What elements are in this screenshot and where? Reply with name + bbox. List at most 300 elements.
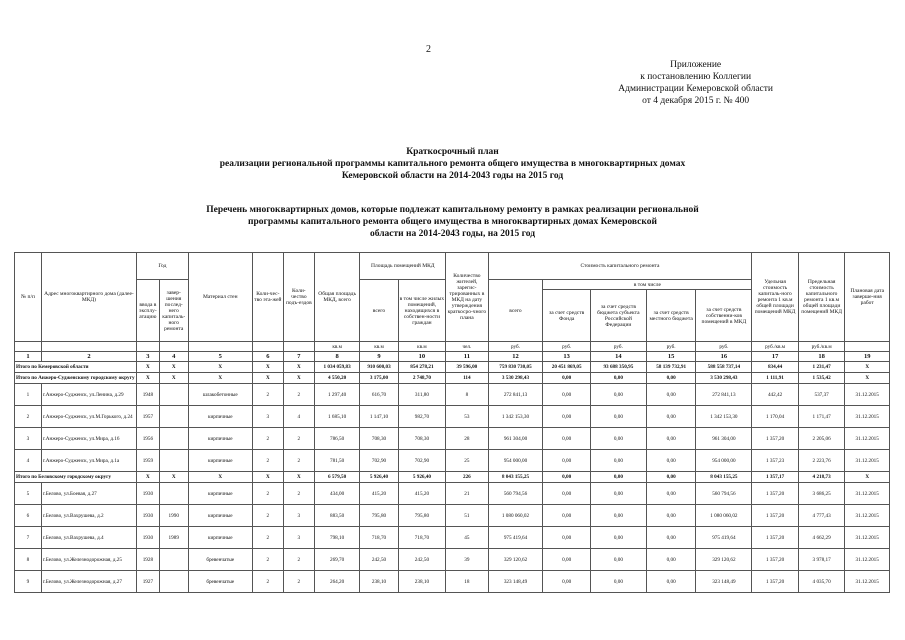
appendix-block (618, 59, 773, 107)
table-cell: 0,00 (646, 483, 696, 505)
address-cell: г.Белово, ул.Боевая, д.27 (41, 483, 136, 505)
table-cell (159, 384, 188, 406)
table-cell: 1957 (137, 406, 160, 428)
table-cell: 6 (15, 505, 42, 527)
address-cell: г.Белово, ул.Вахрушева, д.2 (41, 505, 136, 527)
table-cell: 28 (446, 428, 488, 450)
table-cell: 2 (283, 428, 314, 450)
table-cell: 242,50 (360, 549, 398, 571)
table-cell: 718,70 (398, 527, 446, 549)
table-cell: 537,37 (798, 384, 845, 406)
table-cell: 4 550,20 (314, 373, 360, 384)
table-cell: 0,00 (543, 527, 591, 549)
unit-cell: кв.м (360, 342, 398, 352)
table-cell: 31.12.2015 (845, 428, 890, 450)
table-cell: 0,00 (590, 450, 646, 472)
address-cell: г.Анжеро-Судженск, ул.Мира, д.16 (41, 428, 136, 450)
table-cell: 1 170,04 (752, 406, 799, 428)
table-cell: 3 978,17 (798, 549, 845, 571)
table-cell: 31.12.2015 (845, 549, 890, 571)
column-number-cell: 11 (446, 352, 488, 362)
table-cell: 1928 (137, 549, 160, 571)
table-cell: 415,20 (360, 483, 398, 505)
table-cell: кирпичные (188, 505, 252, 527)
header-residents: Количество жителей, зарегис-трированных в МКД на дату утверждения краткосро-чного плана (446, 253, 488, 342)
table-cell: 2 (252, 428, 283, 450)
table-cell: 2 (252, 384, 283, 406)
table-cell: 616,70 (360, 384, 398, 406)
table-row (15, 406, 890, 428)
table-cell: X (137, 472, 160, 483)
table-cell: 1 357,20 (752, 527, 799, 549)
unit-cell (188, 342, 252, 352)
table-cell: 1 357,17 (752, 472, 799, 483)
table-cell: 1 080 060,02 (488, 505, 543, 527)
table-cell: 0,00 (646, 406, 696, 428)
table-cell: 93 688 350,95 (590, 362, 646, 373)
subtitle-line: Перечень многоквартирных домов, которые подлежат капитальному ремонту в рамках реализации региональной (206, 205, 699, 215)
table-cell: 39 (446, 549, 488, 571)
table-cell: X (188, 472, 252, 483)
table-cell: 242,50 (398, 549, 446, 571)
appendix-line: Приложение (670, 60, 722, 70)
table-cell: 4 (283, 406, 314, 428)
table-cell: 58 139 732,91 (646, 362, 696, 373)
table-cell: 834,44 (752, 362, 799, 373)
table-cell: 39 596,00 (446, 362, 488, 373)
header-cost: Стоимость капитального ремонта (488, 253, 752, 280)
table-cell: кирпичные (188, 483, 252, 505)
table-cell: 0,00 (543, 483, 591, 505)
unit-cell (41, 342, 136, 352)
table-cell: 311,80 (398, 384, 446, 406)
header-max-cost: Предельная стоимость капитального ремонта 1 кв.м общей площади помещений МКД (798, 253, 845, 342)
table-row (15, 483, 890, 505)
table-cell: 708,30 (398, 428, 446, 450)
table-cell: 1930 (137, 527, 160, 549)
table-cell: 2 (283, 483, 314, 505)
table-cell: 238,10 (360, 571, 398, 593)
table-row (15, 549, 890, 571)
table-cell: 795,80 (360, 505, 398, 527)
table-cell: 0,00 (590, 406, 646, 428)
column-number-cell: 19 (845, 352, 890, 362)
table-cell: 910 600,03 (360, 362, 398, 373)
table-cell: 0,00 (646, 549, 696, 571)
table-cell: 0,00 (646, 373, 696, 384)
column-number-cell: 9 (360, 352, 398, 362)
column-number-cell: 15 (646, 352, 696, 362)
table-cell: 272 841,13 (696, 384, 752, 406)
table-cell: 1989 (159, 527, 188, 549)
table-cell: 114 (446, 373, 488, 384)
table-cell: 8 (15, 549, 42, 571)
title-line: Краткосрочный план (406, 147, 499, 157)
table-cell: 0,00 (543, 472, 591, 483)
table-cell: 883,50 (314, 505, 360, 527)
table-cell: X (188, 362, 252, 373)
table-row (15, 428, 890, 450)
table-cell: 954 000,00 (696, 450, 752, 472)
header-local: за счет средств местного бюджета (646, 290, 696, 342)
table-cell: 1956 (137, 428, 160, 450)
title-line: Кемеровской области на 2014-2043 годы на 2015 год (341, 171, 564, 181)
table-cell: кирпичные (188, 527, 252, 549)
table-cell: 329 120,62 (488, 549, 543, 571)
table-cell: 238,10 (398, 571, 446, 593)
table-cell: 0,00 (543, 450, 591, 472)
address-cell: г.Белово, ул.Железнодорожная, д.27 (41, 571, 136, 593)
table-cell: 3 (252, 406, 283, 428)
table-cell: 1 685,10 (314, 406, 360, 428)
table-cell: 1 171,47 (798, 406, 845, 428)
column-number-cell: 6 (252, 352, 283, 362)
table-cell: 0,00 (543, 373, 591, 384)
table-cell (159, 549, 188, 571)
unit-cell: руб. (543, 342, 591, 352)
table-cell: шлакобетонные (188, 384, 252, 406)
table-cell: 31.12.2015 (845, 571, 890, 593)
table-cell: 560 794,56 (696, 483, 752, 505)
unit-cell: руб. (590, 342, 646, 352)
table-cell: 0,00 (543, 384, 591, 406)
table-cell (159, 571, 188, 593)
unit-cell: кв.м (314, 342, 360, 352)
table-cell: 588 558 737,14 (696, 362, 752, 373)
header-cost-total: всего (488, 280, 543, 342)
table-cell: 560 794,56 (488, 483, 543, 505)
table-cell: 0,00 (543, 549, 591, 571)
subtotal-row (15, 373, 890, 384)
unit-cell (283, 342, 314, 352)
header-premises-all: всего (360, 280, 398, 342)
table-cell (159, 450, 188, 472)
column-number-cell: 7 (283, 352, 314, 362)
subtitle-line: программы капитального ремонта общего имущества в многоквартирных домах Кемеровской (248, 217, 657, 227)
table-cell: 2 (252, 450, 283, 472)
unit-cell (137, 342, 160, 352)
table-cell: 1930 (137, 483, 160, 505)
unit-cell: чел. (446, 342, 488, 352)
table-cell (159, 406, 188, 428)
table-cell: 2 205,06 (798, 428, 845, 450)
header-wall: Материал стен (188, 253, 252, 342)
table-cell: 2 223,76 (798, 450, 845, 472)
table-cell: 961 304,00 (696, 428, 752, 450)
table-cell: 2 (252, 527, 283, 549)
table-cell: 0,00 (590, 549, 646, 571)
column-number-cell: 2 (41, 352, 136, 362)
table-cell: 1 111,91 (752, 373, 799, 384)
table-cell: 798,10 (314, 527, 360, 549)
header-premises-residential: в том числе жилых помещений, находящихся в собствен-ности граждан (398, 280, 446, 342)
table-row (15, 450, 890, 472)
subtotal-label: Итого по Кемеровской области (15, 362, 137, 373)
table-cell: X (845, 373, 890, 384)
table-cell: 3 (283, 527, 314, 549)
unit-cell: руб. (646, 342, 696, 352)
address-cell: г.Белово, ул.Железнодорожная, д.25 (41, 549, 136, 571)
table-row (15, 571, 890, 593)
table-row (15, 505, 890, 527)
column-number-cell: 4 (159, 352, 188, 362)
table-cell: 1 357,20 (752, 549, 799, 571)
table-cell: 2 (252, 505, 283, 527)
header-unit-cost: Удельная стоимость капиталь-ного ремонта 1 кв.м общей площади помещений МКД (752, 253, 799, 342)
header-year-last-repair: завер-шения послед-него капиталь-ного ремонта (159, 280, 188, 342)
table-cell: 3 (283, 505, 314, 527)
table-cell: X (188, 373, 252, 384)
unit-cell (159, 342, 188, 352)
table-cell: 1 357,20 (752, 483, 799, 505)
table-cell: 45 (446, 527, 488, 549)
table-cell: 434,00 (314, 483, 360, 505)
subtitle-line: области на 2014-2043 годы, на 2015 год (369, 229, 536, 239)
table-cell: 51 (446, 505, 488, 527)
column-number-cell: 1 (15, 352, 42, 362)
table-cell: 53 (446, 406, 488, 428)
table-cell: 0,00 (646, 527, 696, 549)
table-cell: 31.12.2015 (845, 505, 890, 527)
table-cell: 781,50 (314, 450, 360, 472)
header-total-area: Общая площадь МКД, всего (314, 253, 360, 342)
appendix-line: от 4 декабря 2015 г. № 400 (642, 96, 750, 106)
table-cell: X (159, 472, 188, 483)
column-number-cell: 16 (696, 352, 752, 362)
column-number-cell: 18 (798, 352, 845, 362)
appendix-line: к постановлению Коллегии (640, 72, 752, 82)
header-year-commission: ввода в эксплу-атацию (137, 280, 160, 342)
page-number: 2 (426, 44, 431, 55)
header-planned-date: Плановая дата заверше-ния работ (845, 253, 890, 342)
table-cell: 759 830 730,05 (488, 362, 543, 373)
table-cell: бревенчатые (188, 571, 252, 593)
address-cell: г.Анжеро-Судженск, ул.Мира, д.1а (41, 450, 136, 472)
table-cell: 0,00 (590, 505, 646, 527)
table-row (15, 384, 890, 406)
table-cell: 4 035,70 (798, 571, 845, 593)
header-owners: за счет средств собственни-ков помещений в МКД (696, 290, 752, 342)
table-cell: 323 148,49 (696, 571, 752, 593)
table-cell: 25 (446, 450, 488, 472)
document-title (0, 146, 905, 182)
unit-cell (15, 342, 42, 352)
table-cell: 2 (283, 549, 314, 571)
table-cell: 3 530 298,43 (488, 373, 543, 384)
column-number-cell: 10 (398, 352, 446, 362)
table-cell: 0,00 (543, 505, 591, 527)
table-cell: 2 (15, 406, 42, 428)
table-cell: 7 (15, 527, 42, 549)
title-line: реализации региональной программы капитального ремонта общего имущества в многоквартирных домах (219, 159, 686, 169)
table-cell: 5 926,40 (360, 472, 398, 483)
table-cell: 329 120,62 (696, 549, 752, 571)
table-cell: 31.12.2015 (845, 450, 890, 472)
table-cell: X (283, 373, 314, 384)
column-number-cell: 17 (752, 352, 799, 362)
column-number-cell: 13 (543, 352, 591, 362)
table-cell: X (845, 362, 890, 373)
table-cell: 9 (15, 571, 42, 593)
column-number-cell: 8 (314, 352, 360, 362)
table-cell: 1 535,42 (798, 373, 845, 384)
document-subtitle (0, 204, 905, 240)
table-cell: 3 (15, 428, 42, 450)
table-cell: 1 357,20 (752, 428, 799, 450)
table-cell: 2 (283, 571, 314, 593)
table-cell: 8 043 155,25 (696, 472, 752, 483)
table-cell: 3 175,00 (360, 373, 398, 384)
table-cell: 982,70 (398, 406, 446, 428)
table-cell: 3 530 298,43 (696, 373, 752, 384)
table-cell: 4 777,43 (798, 505, 845, 527)
table-cell: 20 451 869,05 (543, 362, 591, 373)
table-cell: 0,00 (543, 428, 591, 450)
table-cell (159, 428, 188, 450)
table-cell: 4 662,29 (798, 527, 845, 549)
table-cell: 31.12.2015 (845, 483, 890, 505)
table-cell: 264,20 (314, 571, 360, 593)
table-cell: кирпичные (188, 428, 252, 450)
unit-cell: кв.м (398, 342, 446, 352)
houses-table (14, 252, 890, 593)
column-numbers-row (15, 352, 890, 362)
table-cell: 21 (446, 483, 488, 505)
unit-cell (252, 342, 283, 352)
table-cell: 1 231,47 (798, 362, 845, 373)
table-cell: 0,00 (646, 472, 696, 483)
table-cell: 1959 (137, 450, 160, 472)
table-cell: 0,00 (543, 571, 591, 593)
header-no: № п/п (15, 253, 42, 342)
header-entrances: Коли-чество подъ-ездов (283, 253, 314, 342)
table-cell: 975 419,64 (488, 527, 543, 549)
table-cell: X (159, 373, 188, 384)
table-cell: 31.12.2015 (845, 384, 890, 406)
table-cell: 0,00 (590, 527, 646, 549)
table-cell: 18 (446, 571, 488, 593)
table-cell: 1 080 060,02 (696, 505, 752, 527)
column-number-cell: 5 (188, 352, 252, 362)
table-cell: X (252, 373, 283, 384)
header-floors: Коли-чес-тво эта-жей (252, 253, 283, 342)
table-cell: 2 (252, 483, 283, 505)
column-number-cell: 3 (137, 352, 160, 362)
table-cell: 702,90 (360, 450, 398, 472)
table-cell: X (845, 472, 890, 483)
header-year: Год (137, 253, 189, 280)
address-cell: г.Белово, ул.Вахрушева, д.4 (41, 527, 136, 549)
table-cell: 975 419,64 (696, 527, 752, 549)
header-fund: за счет средств Фонда (543, 290, 591, 342)
table-cell: 1 034 059,83 (314, 362, 360, 373)
column-number-cell: 12 (488, 352, 543, 362)
header-incl: в том числе (543, 280, 752, 290)
table-cell: X (252, 362, 283, 373)
table-cell: X (137, 373, 160, 384)
table-cell (159, 483, 188, 505)
table-cell: 1 342 153,30 (696, 406, 752, 428)
table-cell: 323 148,49 (488, 571, 543, 593)
column-number-cell: 14 (590, 352, 646, 362)
table-cell: 1 147,10 (360, 406, 398, 428)
table-cell: 3 686,25 (798, 483, 845, 505)
address-cell: г.Анжеро-Судженск, ул.М.Горького, д.24 (41, 406, 136, 428)
table-cell: 0,00 (646, 428, 696, 450)
table-cell: 702,90 (398, 450, 446, 472)
unit-cell (845, 342, 890, 352)
subtotal-label: Итого по Беловскому городскому округу (15, 472, 137, 483)
table-cell: 8 (446, 384, 488, 406)
table-cell: X (159, 362, 188, 373)
table-cell: 0,00 (590, 428, 646, 450)
unit-cell: руб. (488, 342, 543, 352)
table-cell: 5 926,40 (398, 472, 446, 483)
table-cell: X (137, 362, 160, 373)
table-cell: 1 297,40 (314, 384, 360, 406)
table-cell: 226 (446, 472, 488, 483)
unit-cell: руб. (696, 342, 752, 352)
table-cell: X (252, 472, 283, 483)
table-cell: 0,00 (590, 483, 646, 505)
table-cell: 2 (252, 549, 283, 571)
units-row (15, 342, 890, 352)
table-cell: 415,20 (398, 483, 446, 505)
table-cell: бревенчатые (188, 549, 252, 571)
appendix-line: Администрации Кемеровской области (618, 84, 773, 94)
table-cell: 0,00 (646, 505, 696, 527)
unit-cell: руб./кв.м (752, 342, 799, 352)
table-cell: 708,30 (360, 428, 398, 450)
table-cell: 0,00 (590, 373, 646, 384)
table-cell: 272 841,13 (488, 384, 543, 406)
table-cell: 6 579,50 (314, 472, 360, 483)
table-cell: 1 (15, 384, 42, 406)
table-cell: 0,00 (590, 472, 646, 483)
table-cell: 1 357,23 (752, 450, 799, 472)
table-cell: 0,00 (646, 571, 696, 593)
subtotal-row (15, 472, 890, 483)
table-cell: 854 278,21 (398, 362, 446, 373)
table-cell: кирпичные (188, 450, 252, 472)
table-cell: 2 (252, 571, 283, 593)
unit-cell: руб./кв.м (798, 342, 845, 352)
table-cell: 4 218,73 (798, 472, 845, 483)
table-cell: 718,70 (360, 527, 398, 549)
table-cell: кирпичные (188, 406, 252, 428)
table-cell: 1927 (137, 571, 160, 593)
table-row (15, 527, 890, 549)
table-cell: 961 304,00 (488, 428, 543, 450)
table-cell: 5 (15, 483, 42, 505)
table-cell: 0,00 (543, 406, 591, 428)
table-cell: 0,00 (590, 571, 646, 593)
header-premises-area: Площадь помещений МКД (360, 253, 446, 280)
table-cell: 269,70 (314, 549, 360, 571)
table-cell: 2 (283, 450, 314, 472)
table-cell: X (283, 362, 314, 373)
table-cell: 795,80 (398, 505, 446, 527)
address-cell: г.Анжеро-Судженск, ул.Ленина, д.29 (41, 384, 136, 406)
header-address: Адрес многоквартирного дома (далее-МКД) (41, 253, 136, 342)
table-cell: 0,00 (590, 384, 646, 406)
table-cell: 1 357,20 (752, 571, 799, 593)
table-cell: 1 342 153,30 (488, 406, 543, 428)
table-cell: 31.12.2015 (845, 527, 890, 549)
table-cell: 1 357,20 (752, 505, 799, 527)
table-cell: 2 748,70 (398, 373, 446, 384)
table-cell: 0,00 (646, 450, 696, 472)
